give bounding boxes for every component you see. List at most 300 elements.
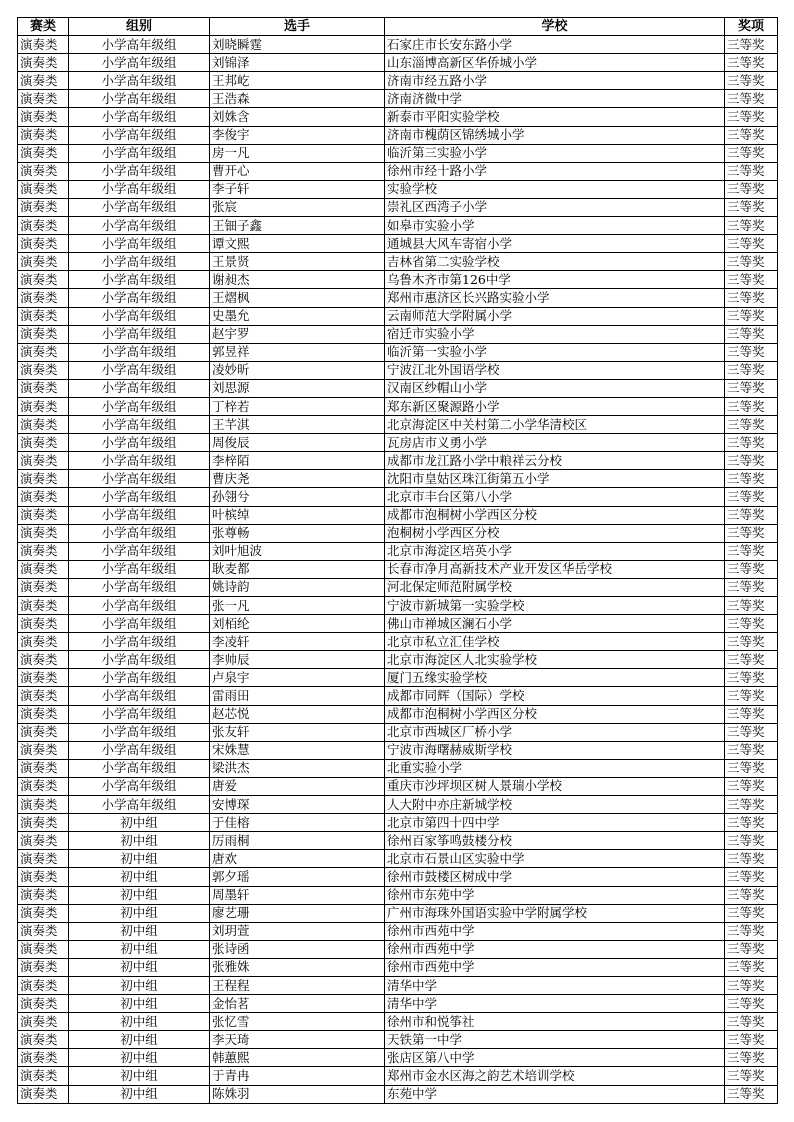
table-row <box>18 36 778 54</box>
category-cell: 演奏类 <box>18 126 69 144</box>
school-cell: 北京海淀区中关村第二小学华清校区 <box>385 416 725 434</box>
table-row <box>18 271 778 289</box>
school-cell: 徐州市西苑中学 <box>385 922 725 940</box>
table-row <box>18 54 778 72</box>
school-cell: 北京市海淀区培英小学 <box>385 542 725 560</box>
category-cell: 演奏类 <box>18 777 69 795</box>
award-cell: 三等奖 <box>725 922 778 940</box>
award-cell: 三等奖 <box>725 542 778 560</box>
category-cell: 演奏类 <box>18 217 69 235</box>
contestant-cell: 廖艺珊 <box>210 904 385 922</box>
contestant-cell: 陈姝羽 <box>210 1085 385 1103</box>
table-row <box>18 777 778 795</box>
award-cell: 三等奖 <box>725 289 778 307</box>
school-cell: 徐州市西苑中学 <box>385 958 725 976</box>
contestant-cell: 刘玥萱 <box>210 922 385 940</box>
table-row <box>18 578 778 596</box>
category-cell: 演奏类 <box>18 325 69 343</box>
award-cell: 三等奖 <box>725 904 778 922</box>
table-body <box>18 36 778 1104</box>
category-cell: 演奏类 <box>18 832 69 850</box>
award-cell: 三等奖 <box>725 343 778 361</box>
award-cell: 三等奖 <box>725 832 778 850</box>
school-cell: 长春市净月高新技术产业开发区华岳学校 <box>385 560 725 578</box>
contestant-cell: 刘晓瞬霆 <box>210 36 385 54</box>
table-row <box>18 687 778 705</box>
category-cell: 演奏类 <box>18 379 69 397</box>
school-cell: 北京市海淀区人北实验学校 <box>385 651 725 669</box>
school-cell: 北京市第四十四中学 <box>385 814 725 832</box>
group-cell: 小学高年级组 <box>69 669 210 687</box>
contestant-cell: 张一凡 <box>210 597 385 615</box>
award-cell: 三等奖 <box>725 217 778 235</box>
category-cell: 演奏类 <box>18 108 69 126</box>
group-cell: 初中组 <box>69 1067 210 1085</box>
award-cell: 三等奖 <box>725 235 778 253</box>
school-cell: 北京市私立汇佳学校 <box>385 633 725 651</box>
award-cell: 三等奖 <box>725 198 778 216</box>
group-cell: 初中组 <box>69 832 210 850</box>
category-cell: 演奏类 <box>18 54 69 72</box>
category-cell: 演奏类 <box>18 578 69 596</box>
category-cell: 演奏类 <box>18 868 69 886</box>
contestant-cell: 赵芯悦 <box>210 705 385 723</box>
table-row <box>18 597 778 615</box>
category-cell: 演奏类 <box>18 307 69 325</box>
contestant-cell: 刘姝含 <box>210 108 385 126</box>
group-cell: 小学高年级组 <box>69 705 210 723</box>
header-contestant: 选手 <box>210 18 385 36</box>
award-cell: 三等奖 <box>725 452 778 470</box>
group-cell: 小学高年级组 <box>69 542 210 560</box>
award-cell: 三等奖 <box>725 777 778 795</box>
group-cell: 小学高年级组 <box>69 796 210 814</box>
table-row <box>18 651 778 669</box>
group-cell: 小学高年级组 <box>69 54 210 72</box>
table-row <box>18 524 778 542</box>
contestant-cell: 谭文熙 <box>210 235 385 253</box>
table-row <box>18 976 778 994</box>
school-cell: 成都市泡桐树小学西区分校 <box>385 705 725 723</box>
group-cell: 初中组 <box>69 1031 210 1049</box>
awards-table <box>17 17 778 1104</box>
category-cell: 演奏类 <box>18 198 69 216</box>
category-cell: 演奏类 <box>18 597 69 615</box>
table-row <box>18 452 778 470</box>
group-cell: 小学高年级组 <box>69 307 210 325</box>
school-cell: 山东淄博高新区华侨城小学 <box>385 54 725 72</box>
header-school: 学校 <box>385 18 725 36</box>
group-cell: 小学高年级组 <box>69 633 210 651</box>
category-cell: 演奏类 <box>18 524 69 542</box>
category-cell: 演奏类 <box>18 470 69 488</box>
table-row <box>18 850 778 868</box>
category-cell: 演奏类 <box>18 814 69 832</box>
group-cell: 初中组 <box>69 886 210 904</box>
group-cell: 小学高年级组 <box>69 343 210 361</box>
contestant-cell: 孙翎兮 <box>210 488 385 506</box>
award-cell: 三等奖 <box>725 72 778 90</box>
contestant-cell: 张友轩 <box>210 723 385 741</box>
group-cell: 小学高年级组 <box>69 235 210 253</box>
contestant-cell: 谢昶杰 <box>210 271 385 289</box>
table-row <box>18 506 778 524</box>
category-cell: 演奏类 <box>18 162 69 180</box>
category-cell: 演奏类 <box>18 1049 69 1067</box>
contestant-cell: 郭夕瑶 <box>210 868 385 886</box>
contestant-cell: 李凌轩 <box>210 633 385 651</box>
group-cell: 小学高年级组 <box>69 162 210 180</box>
table-row <box>18 723 778 741</box>
table-row <box>18 904 778 922</box>
header-group: 组别 <box>69 18 210 36</box>
table-row <box>18 1085 778 1103</box>
table-row <box>18 108 778 126</box>
table-row <box>18 958 778 976</box>
award-cell: 三等奖 <box>725 560 778 578</box>
contestant-cell: 王景贤 <box>210 253 385 271</box>
table-row <box>18 759 778 777</box>
contestant-cell: 李俊宇 <box>210 126 385 144</box>
award-cell: 三等奖 <box>725 651 778 669</box>
school-cell: 佛山市禅城区澜石小学 <box>385 615 725 633</box>
category-cell: 演奏类 <box>18 615 69 633</box>
award-cell: 三等奖 <box>725 180 778 198</box>
table-row <box>18 470 778 488</box>
school-cell: 宁波市海曙赫威斯学校 <box>385 741 725 759</box>
award-cell: 三等奖 <box>725 814 778 832</box>
group-cell: 小学高年级组 <box>69 126 210 144</box>
contestant-cell: 王程程 <box>210 976 385 994</box>
contestant-cell: 卢泉宇 <box>210 669 385 687</box>
award-cell: 三等奖 <box>725 1013 778 1031</box>
school-cell: 如皋市实验小学 <box>385 217 725 235</box>
category-cell: 演奏类 <box>18 253 69 271</box>
category-cell: 演奏类 <box>18 542 69 560</box>
category-cell: 演奏类 <box>18 560 69 578</box>
contestant-cell: 李子轩 <box>210 180 385 198</box>
award-cell: 三等奖 <box>725 976 778 994</box>
contestant-cell: 李梓陌 <box>210 452 385 470</box>
school-cell: 北京市西城区厂桥小学 <box>385 723 725 741</box>
table-row <box>18 796 778 814</box>
school-cell: 临沂第一实验小学 <box>385 343 725 361</box>
award-cell: 三等奖 <box>725 36 778 54</box>
group-cell: 小学高年级组 <box>69 687 210 705</box>
contestant-cell: 曹庆尧 <box>210 470 385 488</box>
table-row <box>18 741 778 759</box>
group-cell: 小学高年级组 <box>69 615 210 633</box>
category-cell: 演奏类 <box>18 1013 69 1031</box>
award-cell: 三等奖 <box>725 108 778 126</box>
table-row <box>18 560 778 578</box>
table-row <box>18 995 778 1013</box>
group-cell: 小学高年级组 <box>69 271 210 289</box>
category-cell: 演奏类 <box>18 397 69 415</box>
contestant-cell: 刘思源 <box>210 379 385 397</box>
group-cell: 小学高年级组 <box>69 434 210 452</box>
award-cell: 三等奖 <box>725 958 778 976</box>
category-cell: 演奏类 <box>18 361 69 379</box>
category-cell: 演奏类 <box>18 976 69 994</box>
group-cell: 小学高年级组 <box>69 180 210 198</box>
school-cell: 徐州百家筝鸣鼓楼分校 <box>385 832 725 850</box>
school-cell: 乌鲁木齐市第126中学 <box>385 271 725 289</box>
contestant-cell: 雷雨田 <box>210 687 385 705</box>
award-cell: 三等奖 <box>725 434 778 452</box>
table-row <box>18 940 778 958</box>
category-cell: 演奏类 <box>18 1031 69 1049</box>
table-row <box>18 198 778 216</box>
category-cell: 演奏类 <box>18 144 69 162</box>
contestant-cell: 宋姝慧 <box>210 741 385 759</box>
group-cell: 小学高年级组 <box>69 253 210 271</box>
award-cell: 三等奖 <box>725 506 778 524</box>
table-row <box>18 325 778 343</box>
school-cell: 沈阳市皇姑区珠江街第五小学 <box>385 470 725 488</box>
table-row <box>18 832 778 850</box>
table-row <box>18 814 778 832</box>
group-cell: 初中组 <box>69 1085 210 1103</box>
award-cell: 三等奖 <box>725 397 778 415</box>
school-cell: 成都市龙江路小学中粮祥云分校 <box>385 452 725 470</box>
school-cell: 成都市泡桐树小学西区分校 <box>385 506 725 524</box>
school-cell: 广州市海珠外国语实验中学附属学校 <box>385 904 725 922</box>
school-cell: 北京市丰台区第八小学 <box>385 488 725 506</box>
contestant-cell: 张尊畅 <box>210 524 385 542</box>
contestant-cell: 王邦屹 <box>210 72 385 90</box>
group-cell: 初中组 <box>69 1049 210 1067</box>
contestant-cell: 张雅姝 <box>210 958 385 976</box>
school-cell: 新泰市平阳实验学校 <box>385 108 725 126</box>
contestant-cell: 周墨轩 <box>210 886 385 904</box>
contestant-cell: 王熠枫 <box>210 289 385 307</box>
group-cell: 小学高年级组 <box>69 108 210 126</box>
category-cell: 演奏类 <box>18 669 69 687</box>
award-cell: 三等奖 <box>725 54 778 72</box>
group-cell: 小学高年级组 <box>69 506 210 524</box>
group-cell: 初中组 <box>69 958 210 976</box>
contestant-cell: 王芊淇 <box>210 416 385 434</box>
award-cell: 三等奖 <box>725 307 778 325</box>
school-cell: 厦门五缘实验学校 <box>385 669 725 687</box>
school-cell: 徐州市和悦筝社 <box>385 1013 725 1031</box>
group-cell: 初中组 <box>69 1013 210 1031</box>
school-cell: 宿迁市实验小学 <box>385 325 725 343</box>
table-row <box>18 615 778 633</box>
table-row <box>18 379 778 397</box>
group-cell: 小学高年级组 <box>69 416 210 434</box>
category-cell: 演奏类 <box>18 651 69 669</box>
group-cell: 小学高年级组 <box>69 759 210 777</box>
group-cell: 初中组 <box>69 995 210 1013</box>
table-row <box>18 361 778 379</box>
table-row <box>18 1067 778 1085</box>
school-cell: 泡桐树小学西区分校 <box>385 524 725 542</box>
group-cell: 初中组 <box>69 940 210 958</box>
category-cell: 演奏类 <box>18 904 69 922</box>
contestant-cell: 张忆雪 <box>210 1013 385 1031</box>
group-cell: 小学高年级组 <box>69 560 210 578</box>
school-cell: 吉林省第二实验学校 <box>385 253 725 271</box>
table-row <box>18 90 778 108</box>
school-cell: 汉南区纱帽山小学 <box>385 379 725 397</box>
school-cell: 崇礼区西湾子小学 <box>385 198 725 216</box>
group-cell: 小学高年级组 <box>69 524 210 542</box>
contestant-cell: 刘叶旭波 <box>210 542 385 560</box>
school-cell: 济南市槐荫区锦绣城小学 <box>385 126 725 144</box>
group-cell: 小学高年级组 <box>69 488 210 506</box>
contestant-cell: 金怡茗 <box>210 995 385 1013</box>
table-row <box>18 144 778 162</box>
award-cell: 三等奖 <box>725 687 778 705</box>
award-cell: 三等奖 <box>725 488 778 506</box>
contestant-cell: 王钿子鑫 <box>210 217 385 235</box>
group-cell: 初中组 <box>69 850 210 868</box>
contestant-cell: 安博琛 <box>210 796 385 814</box>
table-row <box>18 126 778 144</box>
school-cell: 张店区第八中学 <box>385 1049 725 1067</box>
award-cell: 三等奖 <box>725 162 778 180</box>
award-cell: 三等奖 <box>725 524 778 542</box>
contestant-cell: 韩蕙熙 <box>210 1049 385 1067</box>
group-cell: 小学高年级组 <box>69 452 210 470</box>
school-cell: 徐州市西苑中学 <box>385 940 725 958</box>
table-row <box>18 343 778 361</box>
school-cell: 徐州市鼓楼区树成中学 <box>385 868 725 886</box>
table-row <box>18 72 778 90</box>
contestant-cell: 曹开心 <box>210 162 385 180</box>
award-cell: 三等奖 <box>725 1049 778 1067</box>
contestant-cell: 耿麦都 <box>210 560 385 578</box>
contestant-cell: 张诗函 <box>210 940 385 958</box>
contestant-cell: 唐爱 <box>210 777 385 795</box>
school-cell: 东苑中学 <box>385 1085 725 1103</box>
award-cell: 三等奖 <box>725 253 778 271</box>
category-cell: 演奏类 <box>18 289 69 307</box>
group-cell: 初中组 <box>69 904 210 922</box>
school-cell: 云南师范大学附属小学 <box>385 307 725 325</box>
school-cell: 实验学校 <box>385 180 725 198</box>
category-cell: 演奏类 <box>18 343 69 361</box>
award-cell: 三等奖 <box>725 759 778 777</box>
contestant-cell: 李帅辰 <box>210 651 385 669</box>
school-cell: 北京市石景山区实验中学 <box>385 850 725 868</box>
school-cell: 宁波市新城第一实验学校 <box>385 597 725 615</box>
table-row <box>18 886 778 904</box>
table-row <box>18 1031 778 1049</box>
contestant-cell: 房一凡 <box>210 144 385 162</box>
award-cell: 三等奖 <box>725 578 778 596</box>
contestant-cell: 姚诗韵 <box>210 578 385 596</box>
table-row <box>18 162 778 180</box>
table-row <box>18 542 778 560</box>
award-cell: 三等奖 <box>725 144 778 162</box>
school-cell: 宁波江北外国语学校 <box>385 361 725 379</box>
contestant-cell: 厉雨桐 <box>210 832 385 850</box>
award-cell: 三等奖 <box>725 597 778 615</box>
group-cell: 小学高年级组 <box>69 72 210 90</box>
table-row <box>18 217 778 235</box>
category-cell: 演奏类 <box>18 452 69 470</box>
award-cell: 三等奖 <box>725 126 778 144</box>
contestant-cell: 郭昱祥 <box>210 343 385 361</box>
group-cell: 小学高年级组 <box>69 723 210 741</box>
table-row <box>18 416 778 434</box>
school-cell: 济南济微中学 <box>385 90 725 108</box>
category-cell: 演奏类 <box>18 72 69 90</box>
category-cell: 演奏类 <box>18 723 69 741</box>
contestant-cell: 刘锦泽 <box>210 54 385 72</box>
contestant-cell: 刘栢纶 <box>210 615 385 633</box>
school-cell: 河北保定师范附属学校 <box>385 578 725 596</box>
contestant-cell: 于佳榕 <box>210 814 385 832</box>
award-cell: 三等奖 <box>725 705 778 723</box>
group-cell: 小学高年级组 <box>69 144 210 162</box>
table-row <box>18 922 778 940</box>
contestant-cell: 张宸 <box>210 198 385 216</box>
category-cell: 演奏类 <box>18 506 69 524</box>
school-cell: 临沂第三实验小学 <box>385 144 725 162</box>
group-cell: 小学高年级组 <box>69 397 210 415</box>
category-cell: 演奏类 <box>18 850 69 868</box>
category-cell: 演奏类 <box>18 741 69 759</box>
school-cell: 徐州市东苑中学 <box>385 886 725 904</box>
school-cell: 清华中学 <box>385 976 725 994</box>
award-cell: 三等奖 <box>725 741 778 759</box>
award-cell: 三等奖 <box>725 886 778 904</box>
table-row <box>18 180 778 198</box>
award-cell: 三等奖 <box>725 723 778 741</box>
school-cell: 成都市同辉（国际）学校 <box>385 687 725 705</box>
award-cell: 三等奖 <box>725 850 778 868</box>
award-cell: 三等奖 <box>725 796 778 814</box>
category-cell: 演奏类 <box>18 90 69 108</box>
school-cell: 北重实验小学 <box>385 759 725 777</box>
table-row <box>18 488 778 506</box>
group-cell: 初中组 <box>69 922 210 940</box>
category-cell: 演奏类 <box>18 705 69 723</box>
group-cell: 小学高年级组 <box>69 578 210 596</box>
award-cell: 三等奖 <box>725 470 778 488</box>
group-cell: 小学高年级组 <box>69 217 210 235</box>
table-row <box>18 705 778 723</box>
school-cell: 瓦房店市义勇小学 <box>385 434 725 452</box>
award-cell: 三等奖 <box>725 669 778 687</box>
category-cell: 演奏类 <box>18 180 69 198</box>
table-row <box>18 253 778 271</box>
group-cell: 小学高年级组 <box>69 36 210 54</box>
category-cell: 演奏类 <box>18 271 69 289</box>
award-cell: 三等奖 <box>725 379 778 397</box>
award-cell: 三等奖 <box>725 325 778 343</box>
school-cell: 石家庄市长安东路小学 <box>385 36 725 54</box>
award-cell: 三等奖 <box>725 361 778 379</box>
category-cell: 演奏类 <box>18 488 69 506</box>
category-cell: 演奏类 <box>18 235 69 253</box>
header-category: 赛类 <box>18 18 69 36</box>
award-cell: 三等奖 <box>725 271 778 289</box>
category-cell: 演奏类 <box>18 36 69 54</box>
category-cell: 演奏类 <box>18 1067 69 1085</box>
group-cell: 小学高年级组 <box>69 198 210 216</box>
category-cell: 演奏类 <box>18 995 69 1013</box>
award-cell: 三等奖 <box>725 1085 778 1103</box>
award-cell: 三等奖 <box>725 615 778 633</box>
award-cell: 三等奖 <box>725 416 778 434</box>
award-cell: 三等奖 <box>725 995 778 1013</box>
category-cell: 演奏类 <box>18 633 69 651</box>
